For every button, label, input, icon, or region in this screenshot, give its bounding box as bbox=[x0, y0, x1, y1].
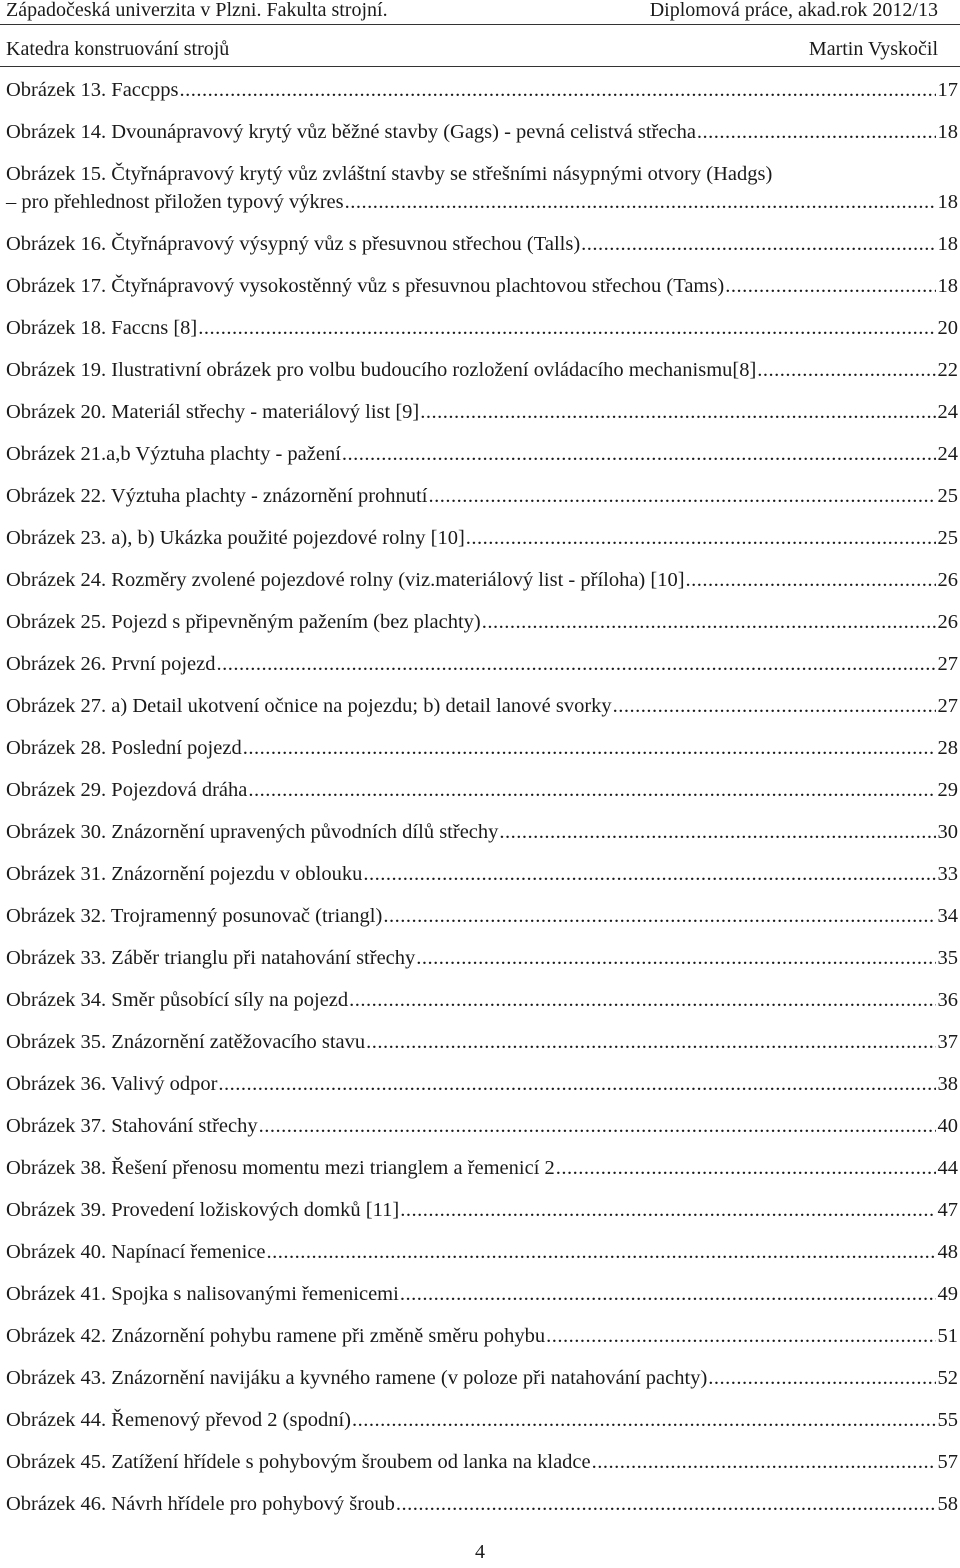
dot-leader bbox=[342, 442, 936, 467]
toc-entry[interactable] bbox=[6, 1492, 960, 1517]
toc-entry-page: 47 bbox=[937, 1199, 958, 1221]
dot-leader bbox=[482, 610, 936, 635]
toc-entry-page: 40 bbox=[937, 1115, 958, 1137]
toc-entry-label: Obrázek 17. Čtyřnápravový vysokostěnný vůz s přesuvnou plachtovou střechou (Tams) bbox=[6, 275, 725, 297]
toc-entry[interactable] bbox=[6, 1324, 960, 1349]
dot-leader bbox=[428, 484, 935, 509]
toc-entry-page: 49 bbox=[937, 1283, 958, 1305]
toc-entry-label: Obrázek 43. Znázornění navijáku a kyvného ramene (v poloze při natahování pachty) bbox=[6, 1367, 708, 1389]
dot-leader bbox=[581, 232, 935, 257]
department-name: Katedra konstruování strojů bbox=[6, 38, 230, 60]
toc-entry-label: Obrázek 14. Dvounápravový krytý vůz běžné stavby (Gags) - pevná celistvá střecha bbox=[6, 121, 696, 143]
dot-leader bbox=[556, 1156, 936, 1181]
toc-entry-page: 33 bbox=[937, 863, 958, 885]
toc-entry-label: Obrázek 39. Provedení ložiskových domků [11] bbox=[6, 1199, 400, 1221]
header-divider bbox=[0, 66, 960, 67]
toc-entry-label: Obrázek 38. Řešení přenosu momentu mezi trianglem a řemenicí 2 bbox=[6, 1157, 555, 1179]
toc-entry-label: Obrázek 24. Rozměry zvolené pojezdové rolny (viz.materiálový list - příloha) [10] bbox=[6, 569, 685, 591]
toc-entry-label: Obrázek 36. Valivý odpor bbox=[6, 1073, 218, 1095]
dot-leader bbox=[248, 778, 935, 803]
toc-entry-label: Obrázek 46. Návrh hřídele pro pohybový šroub bbox=[6, 1493, 395, 1515]
toc-entry[interactable] bbox=[6, 1198, 960, 1223]
toc-entry[interactable] bbox=[6, 1072, 960, 1097]
toc-entry-page: 51 bbox=[937, 1325, 958, 1347]
toc-entry-page: 36 bbox=[937, 989, 958, 1011]
toc-entry[interactable] bbox=[6, 904, 960, 929]
dot-leader bbox=[400, 1282, 936, 1307]
dot-leader bbox=[416, 946, 935, 971]
dot-leader bbox=[259, 1114, 936, 1139]
page-number: 4 bbox=[475, 1541, 485, 1563]
toc-entry-page: 52 bbox=[937, 1367, 958, 1389]
header-row-top bbox=[6, 0, 938, 21]
toc-entry-page: 20 bbox=[937, 317, 958, 339]
toc-entry[interactable] bbox=[6, 316, 960, 341]
toc-entry-label: Obrázek 22. Výztuha plachty - znázornění prohnutí bbox=[6, 485, 428, 507]
dot-leader bbox=[366, 1030, 935, 1055]
toc-entry-label: Obrázek 34. Směr působící síly na pojezd bbox=[6, 989, 349, 1011]
toc-entry-label: Obrázek 33. Záběr trianglu při natahování střechy bbox=[6, 947, 416, 969]
toc-entry-label: Obrázek 26. První pojezd bbox=[6, 653, 216, 675]
toc-entry[interactable] bbox=[6, 78, 960, 103]
toc-entry[interactable] bbox=[6, 1366, 960, 1391]
dot-leader bbox=[267, 1240, 936, 1265]
toc-entry-page: 27 bbox=[937, 653, 958, 675]
dot-leader bbox=[613, 694, 936, 719]
toc-entry[interactable] bbox=[6, 358, 960, 383]
toc-entry-page: 58 bbox=[937, 1493, 958, 1515]
dot-leader bbox=[499, 820, 935, 845]
dot-leader bbox=[592, 1450, 936, 1475]
toc-entry-page: 26 bbox=[937, 569, 958, 591]
toc-entry[interactable] bbox=[6, 652, 960, 677]
toc-entry-page: 24 bbox=[937, 443, 958, 465]
toc-entry-page: 38 bbox=[937, 1073, 958, 1095]
toc-entry-label: Obrázek 15. Čtyřnápravový krytý vůz zvláštní stavby se střešními násypnými otvory (Hadgs) bbox=[6, 163, 773, 185]
toc-entry-label: Obrázek 41. Spojka s nalisovanými řemenicemi bbox=[6, 1283, 399, 1305]
toc-entry[interactable] bbox=[6, 274, 960, 299]
toc-entry[interactable] bbox=[6, 778, 960, 803]
toc-entry-page: 35 bbox=[937, 947, 958, 969]
toc-entry-page: 48 bbox=[937, 1241, 958, 1263]
dot-leader bbox=[697, 120, 936, 145]
toc-entry-label: Obrázek 28. Poslední pojezd bbox=[6, 737, 242, 759]
dot-leader bbox=[708, 1366, 935, 1391]
dot-leader bbox=[218, 1072, 935, 1097]
toc-entry-page: 28 bbox=[937, 737, 958, 759]
toc-entry[interactable] bbox=[6, 946, 960, 971]
toc-entry[interactable] bbox=[6, 484, 960, 509]
toc-entry-label: Obrázek 45. Zatížení hřídele s pohybovým šroubem od lanka na kladce bbox=[6, 1451, 591, 1473]
toc-entry[interactable] bbox=[6, 568, 960, 593]
toc-entry[interactable] bbox=[6, 120, 960, 145]
dot-leader bbox=[400, 1198, 935, 1223]
toc-entry-page: 18 bbox=[937, 233, 958, 255]
toc-entry[interactable] bbox=[6, 1156, 960, 1181]
toc-entry[interactable] bbox=[6, 694, 960, 719]
toc-entry-label: Obrázek 44. Řemenový převod 2 (spodní) bbox=[6, 1409, 351, 1431]
toc-entry[interactable] bbox=[6, 442, 960, 467]
toc-entry[interactable] bbox=[6, 232, 960, 257]
toc-entry-label: Obrázek 35. Znázornění zatěžovacího stavu bbox=[6, 1031, 366, 1053]
toc-entry[interactable] bbox=[6, 610, 960, 635]
toc-entry-page: 18 bbox=[937, 121, 958, 143]
header-divider bbox=[0, 24, 960, 25]
toc-entry[interactable] bbox=[6, 162, 960, 187]
dot-leader bbox=[546, 1324, 935, 1349]
toc-entry[interactable] bbox=[6, 1282, 960, 1307]
dot-leader bbox=[363, 862, 935, 887]
toc-entry[interactable] bbox=[6, 526, 960, 551]
toc-entry[interactable] bbox=[6, 988, 960, 1013]
toc-entry-label: Obrázek 25. Pojezd s připevněným pažením (bez plachty) bbox=[6, 611, 481, 633]
dot-leader bbox=[198, 316, 935, 341]
dot-leader bbox=[686, 568, 936, 593]
toc-entry-continuation[interactable] bbox=[6, 190, 960, 215]
dot-leader bbox=[179, 78, 935, 103]
dot-leader bbox=[383, 904, 935, 929]
list-of-figures bbox=[6, 78, 960, 1517]
toc-entry[interactable] bbox=[6, 1114, 960, 1139]
toc-entry[interactable] bbox=[6, 400, 960, 425]
toc-entry-label: Obrázek 19. Ilustrativní obrázek pro volbu budoucího rozložení ovládacího mechanismu[8] bbox=[6, 359, 757, 381]
toc-entry-label: Obrázek 31. Znázornění pojezdu v oblouku bbox=[6, 863, 363, 885]
toc-entry-page: 25 bbox=[937, 527, 958, 549]
toc-entry-page: 22 bbox=[937, 359, 958, 381]
toc-entry[interactable] bbox=[6, 1240, 960, 1265]
toc-entry-page: 26 bbox=[937, 611, 958, 633]
toc-entry-page: 57 bbox=[937, 1451, 958, 1473]
dot-leader bbox=[217, 652, 936, 677]
toc-entry[interactable] bbox=[6, 820, 960, 845]
toc-entry-page: 30 bbox=[937, 821, 958, 843]
toc-entry-page: 25 bbox=[937, 485, 958, 507]
toc-entry-page: 55 bbox=[937, 1409, 958, 1431]
dot-leader bbox=[396, 1492, 936, 1517]
toc-entry-page: 24 bbox=[937, 401, 958, 423]
toc-entry-label: Obrázek 40. Napínací řemenice bbox=[6, 1241, 266, 1263]
toc-entry[interactable] bbox=[6, 1450, 960, 1475]
toc-entry-label: Obrázek 16. Čtyřnápravový výsypný vůz s přesuvnou střechou (Talls) bbox=[6, 233, 581, 255]
toc-entry-page: 34 bbox=[937, 905, 958, 927]
toc-entry-label: Obrázek 13. Faccpps bbox=[6, 79, 179, 101]
toc-entry-page: 18 bbox=[937, 191, 958, 213]
dot-leader bbox=[345, 190, 936, 215]
dot-leader bbox=[420, 400, 935, 425]
toc-entry[interactable] bbox=[6, 1408, 960, 1433]
thesis-info: Diplomová práce, akad.rok 2012/13 bbox=[649, 0, 938, 21]
toc-entry-label: Obrázek 32. Trojramenný posunovač (triangl) bbox=[6, 905, 383, 927]
dot-leader bbox=[757, 358, 935, 383]
header-row-bottom bbox=[6, 38, 938, 60]
toc-entry-page: 29 bbox=[937, 779, 958, 801]
dot-leader bbox=[466, 526, 936, 551]
dot-leader bbox=[243, 736, 936, 761]
toc-entry-label: Obrázek 29. Pojezdová dráha bbox=[6, 779, 248, 801]
toc-entry-label: Obrázek 30. Znázornění upravených původních dílů střechy bbox=[6, 821, 499, 843]
author-name: Martin Vyskočil bbox=[808, 38, 938, 60]
toc-entry-label: Obrázek 18. Faccns [8] bbox=[6, 317, 198, 339]
toc-entry-label: Obrázek 21.a,b Výztuha plachty - pažení bbox=[6, 443, 341, 465]
toc-entry-label: Obrázek 37. Stahování střechy bbox=[6, 1115, 258, 1137]
toc-entry[interactable] bbox=[6, 1030, 960, 1055]
toc-entry[interactable] bbox=[6, 736, 960, 761]
toc-entry-label: Obrázek 23. a), b) Ukázka použité pojezdové rolny [10] bbox=[6, 527, 465, 549]
toc-entry-label: Obrázek 42. Znázornění pohybu ramene při změně směru pohybu bbox=[6, 1325, 546, 1347]
page-header bbox=[0, 0, 960, 72]
toc-entry-label: Obrázek 20. Materiál střechy - materiálový list [9] bbox=[6, 401, 420, 423]
toc-entry-label-continuation: – pro přehlednost přiložen typový výkres bbox=[6, 191, 344, 213]
toc-entry-page: 17 bbox=[937, 79, 958, 101]
toc-entry-page: 37 bbox=[937, 1031, 958, 1053]
toc-entry-page: 18 bbox=[937, 275, 958, 297]
toc-entry[interactable] bbox=[6, 862, 960, 887]
toc-entry-page: 44 bbox=[937, 1157, 958, 1179]
toc-entry-page: 27 bbox=[937, 695, 958, 717]
university-name: Západočeská univerzita v Plzni. Fakulta strojní. bbox=[6, 0, 388, 21]
dot-leader bbox=[725, 274, 935, 299]
dot-leader bbox=[349, 988, 935, 1013]
dot-leader bbox=[352, 1408, 936, 1433]
toc-entry-label: Obrázek 27. a) Detail ukotvení očnice na pojezdu; b) detail lanové svorky bbox=[6, 695, 612, 717]
